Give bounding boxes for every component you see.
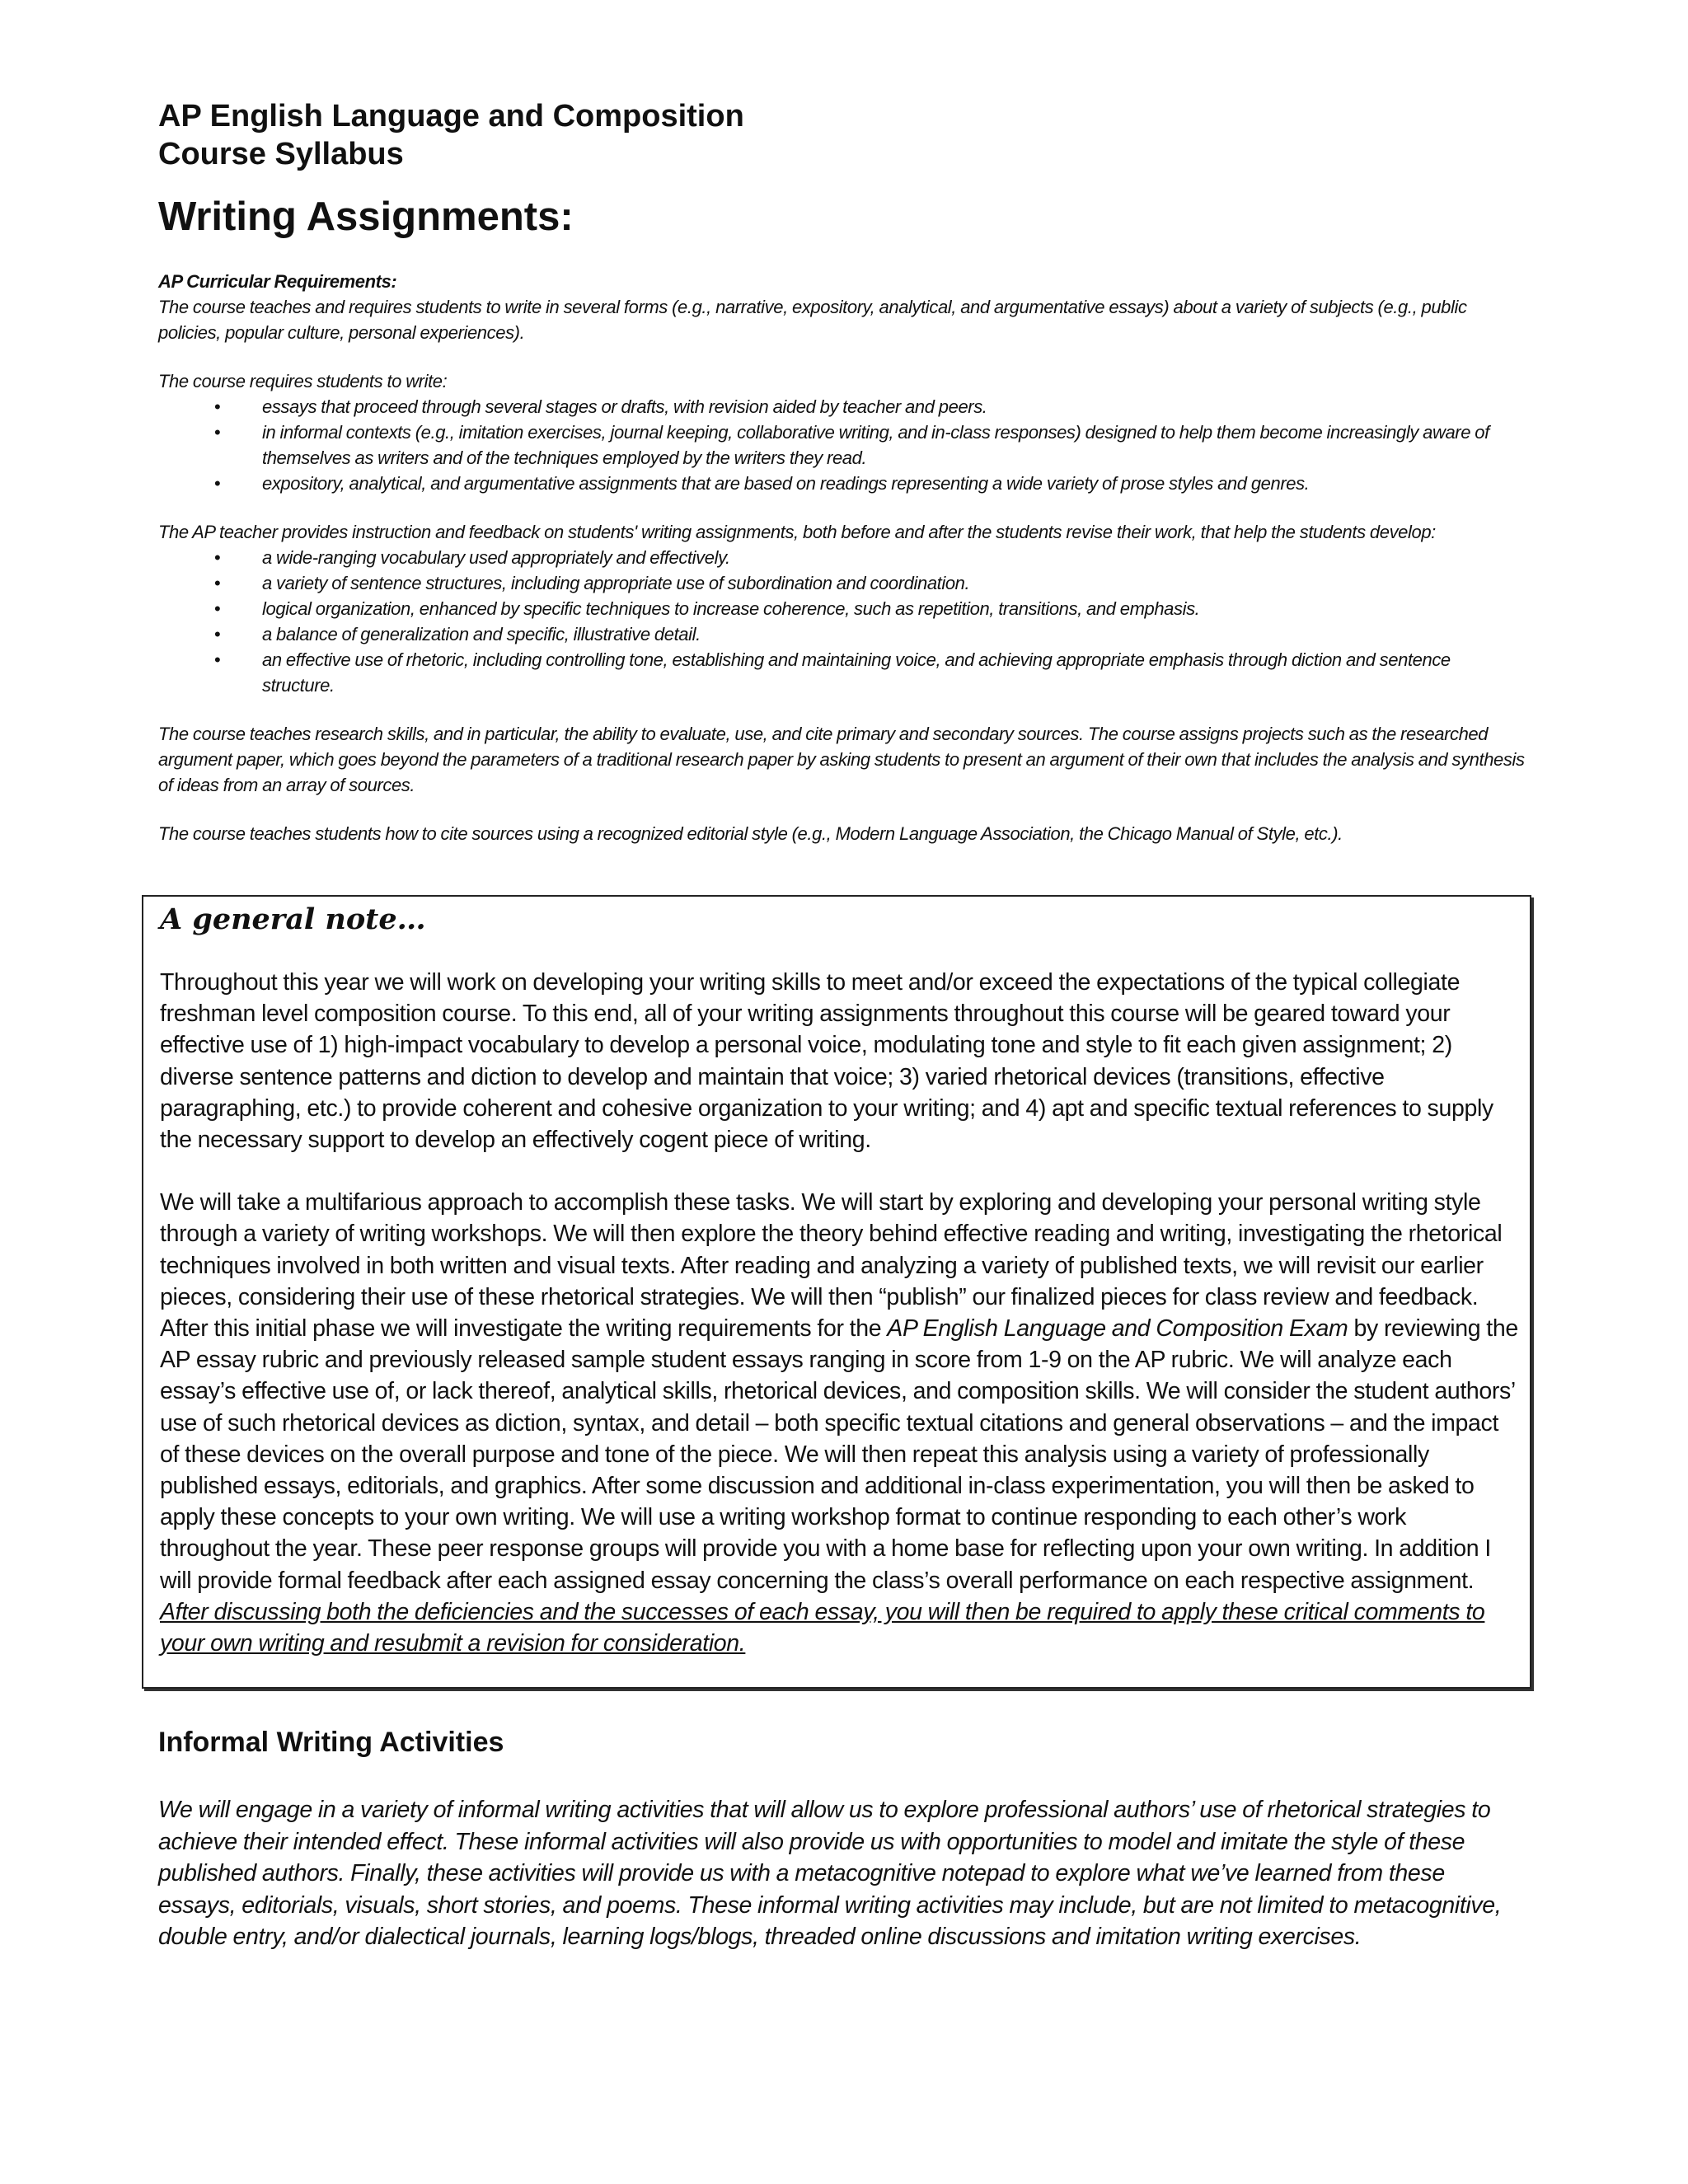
list-item: • a wide-ranging vocabulary used appropriately and effectively. — [158, 545, 1526, 570]
course-title-line2: Course Syllabus — [158, 137, 404, 171]
bullet-icon: • — [214, 573, 221, 593]
list-item: • a variety of sentence structures, including appropriate use of subordination and coordination. — [158, 570, 1526, 596]
note-paragraph-2: We will take a multifarious approach to accomplish these tasks. We will start by exploring and developing your personal writing style through a variety of writing workshops. We will then explore the theory behind effective reading and writing, investigating the rhetorical techniques involved in both written and visual texts. After reading and analyzing a variety of published texts, we will revisit our earlier pieces, considering their use of these rhetorical strategies. We will then “publish” our finalized pieces for class review and feedback. After this initial phase we will investigate the writing requirements for the AP English Language and Composition Exam by reviewing the AP essay rubric and previously released sample student essays ranging in score from 1-9 on the AP rubric. We will analyze each essay’s effective use of, or lack thereof, analytical skills, rhetorical devices, and composition skills. We will consider the student authors’ use of such rhetorical devices as diction, syntax, and detail – both specific textual citations and general observations – and the impact of these devices on the overall purpose and tone of the piece. We will then repeat this analysis using a variety of professionally published essays, editorials, and graphics. After some discussion and additional in-class experimentation, you will then be asked to apply these concepts to your own writing. We will use a writing workshop format to continue responding to each other’s work throughout the year. These peer response groups will provide you with a home base for reflecting upon your own writing. In addition I will provide formal feedback after each assigned essay concerning the class’s overall performance on each respective assignment. After discussing both the deficiencies and the successes of each essay, you will then be required to apply these critical comments to your own writing and resubmit a revision for consideration. — [160, 1189, 1518, 1657]
citation-paragraph: The course teaches students how to cite sources using a recognized editorial style (e.g., Modern Language Association, the Chicago Manual of Style, etc.). — [158, 823, 1343, 844]
requirements-label: AP Curricular Requirements: — [158, 271, 397, 292]
list-item: • expository, analytical, and argumentative assignments that are based on readings representing a wide variety of prose styles and genres. — [158, 471, 1526, 496]
list-item: • an effective use of rhetoric, including controlling tone, establishing and maintaining voice, and achieving appropriate emphasis through diction and sentence structure. — [158, 647, 1526, 698]
list-item: • a balance of generalization and specific, illustrative detail. — [158, 621, 1526, 647]
informal-writing-heading: Informal Writing Activities — [158, 1727, 504, 1758]
exam-name: AP English Language and Composition Exam — [887, 1315, 1348, 1343]
bullet-icon: • — [214, 649, 221, 670]
write-list — [158, 394, 1526, 496]
course-title — [158, 97, 744, 173]
note-title: A general note… — [160, 902, 426, 936]
course-title-line1: AP English Language and Composition — [158, 99, 744, 134]
bullet-icon: • — [214, 473, 221, 494]
bullet-icon: • — [214, 598, 221, 619]
list-item: • logical organization, enhanced by specific techniques to increase coherence, such as repetition, transitions, and emphasis. — [158, 596, 1526, 621]
note-body — [160, 967, 1520, 1659]
bullet-icon: • — [214, 422, 221, 443]
feedback-intro: The AP teacher provides instruction and feedback on students' writing assignments, both before and after the students revise their work, that help the students develop: — [158, 522, 1436, 542]
bullet-icon: • — [214, 396, 221, 417]
requirements-intro: The course teaches and requires students to write in several forms (e.g., narrative, expository, analytical, and argumentative essays) about a variety of subjects (e.g., public policies, popular culture, personal experiences). — [158, 297, 1467, 343]
general-note-box — [142, 895, 1531, 1689]
list-item: • essays that proceed through several stages or drafts, with revision aided by teacher and peers. — [158, 394, 1526, 419]
bullet-icon: • — [214, 624, 221, 644]
revision-requirement: After discussing both the deficiencies and the successes of each essay, you will then be required to apply these critical comments to your own writing and resubmit a revision for consideration. — [160, 1598, 1485, 1657]
note-paragraph-1: Throughout this year we will work on developing your writing skills to meet and/or exceed the expectations of the typical collegiate freshman level composition course. To this end, all of your writing assignments throughout this course will be geared toward your effective use of 1) high-impact vocabulary to develop a personal voice, modulating tone and style to fit each given assignment; 2) diverse sentence patterns and diction to develop and maintain that voice; 3) varied rhetorical devices (transitions, effective paragraphing, etc.) to provide coherent and cohesive organization to your writing; and 4) apt and specific textual references to supply the necessary support to develop an effectively cogent piece of writing. — [160, 969, 1493, 1154]
informal-writing-body: We will engage in a variety of informal writing activities that will allow us to explore professional authors’ use of rhetorical strategies to achieve their intended effect. These informal activities will also provide us with opportunities to model and imitate the style of these published authors. Finally, these activities will provide us with a metacognitive notepad to explore what we’ve learned from these essays, editorials, visuals, short stories, and poems. These informal writing activities may include, but are not limited to metacognitive, double entry, and/or dialectical journals, learning logs/blogs, threaded online discussions and imitation writing exercises. — [158, 1797, 1502, 1950]
curricular-requirements — [158, 269, 1526, 846]
feedback-list — [158, 545, 1526, 698]
bullet-icon: • — [214, 547, 221, 568]
research-paragraph: The course teaches research skills, and in particular, the ability to evaluate, use, and cite primary and secondary sources. The course assigns projects such as the researched argument paper, which goes beyond the parameters of a traditional research paper by asking students to present an argument of their own that includes the analysis and synthesis of ideas from an array of sources. — [158, 724, 1525, 795]
section-title: Writing Assignments: — [158, 194, 574, 239]
list-item: • in informal contexts (e.g., imitation exercises, journal keeping, collaborative writing, and in-class responses) designed to help them become increasingly aware of themselves as writers and of the techniques employed by the writers they read. — [158, 419, 1526, 471]
write-intro: The course requires students to write: — [158, 371, 448, 391]
